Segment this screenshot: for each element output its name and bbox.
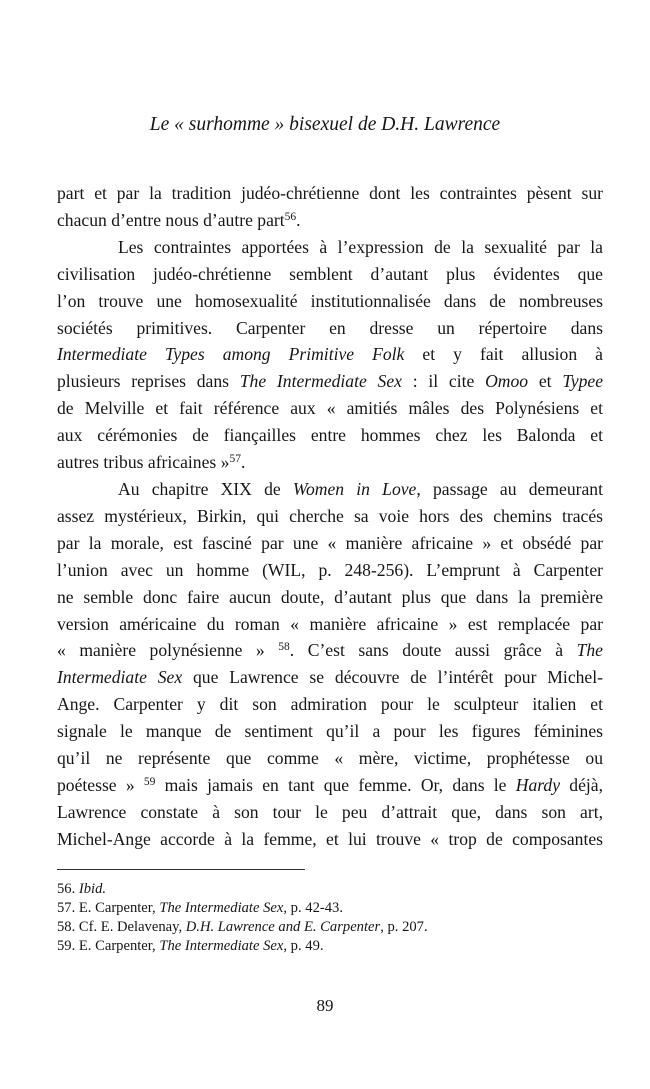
text-run: Ange. Carpenter y dit son admiration pour le sculpteur italien et <box>57 694 603 715</box>
text-run: part et par la tradition judéo-chrétienne dont les contraintes pèsent sur <box>57 183 603 203</box>
text-run: chacun d’entre nous d’autre part <box>57 209 285 230</box>
body-text <box>57 180 603 853</box>
text-run: , p. 49. <box>283 938 324 954</box>
text-line <box>57 476 603 503</box>
italic-text: The <box>576 640 603 661</box>
text-line <box>57 368 603 395</box>
footnotes <box>57 880 428 956</box>
text-line <box>57 745 603 772</box>
text-run: par la morale, est fasciné par une « manière africaine » et obsédé par <box>57 532 603 553</box>
text-run: , passage au demeurant <box>416 478 603 499</box>
footnote-reference: 57 <box>229 453 241 466</box>
text-run: Lawrence constate à son tour le peu d’attrait que, dans son art, <box>57 801 603 822</box>
text-run: ne semble donc faire aucun doute, d’autant plus que dans la première <box>57 586 603 607</box>
text-run: et <box>528 371 563 392</box>
text-line <box>57 261 603 288</box>
footnote-rule <box>57 869 305 870</box>
text-line <box>57 691 603 718</box>
italic-text: Intermediate Sex <box>57 667 183 688</box>
text-run: que Lawrence se découvre de l’intérêt pour Michel- <box>182 667 603 688</box>
text-line <box>57 422 603 449</box>
text-line <box>57 799 603 826</box>
text-run: civilisation judéo-chrétienne semblent d’autant plus évidentes que <box>57 263 603 284</box>
italic-text: The Intermediate Sex <box>159 938 284 954</box>
footnote <box>57 880 428 899</box>
text-run: sociétés primitives. Carpenter en dresse un répertoire dans <box>57 317 603 338</box>
text-line <box>57 637 603 664</box>
text-run: 59. E. Carpenter, <box>57 938 160 954</box>
text-run: signale le manque de sentiment qu’il a pour les figures féminines <box>57 721 603 742</box>
text-run: mais jamais en tant que femme. Or, dans le <box>155 774 516 795</box>
text-run: assez mystérieux, Birkin, qui cherche sa voie hors des chemins tracés <box>57 505 603 526</box>
footnote-reference: 59 <box>143 775 156 788</box>
text-run: qu’il ne représente que comme « mère, victime, prophétesse ou <box>57 748 603 769</box>
text-run: et y fait allusion à <box>404 344 603 365</box>
italic-text: Hardy <box>515 774 561 795</box>
text-line <box>57 530 603 557</box>
footnote-reference: 56 <box>284 210 297 223</box>
text-run: : il cite <box>401 371 486 392</box>
text-run: l’on trouve une homosexualité institutionnalisée dans de nombreuses <box>57 290 603 311</box>
text-line <box>57 503 603 530</box>
footnote <box>57 899 428 918</box>
text-run: , p. 42-43. <box>283 900 343 916</box>
text-line <box>57 664 603 691</box>
text-run: . C’est sans doute aussi grâce à <box>289 640 577 661</box>
page-number: 89 <box>316 996 334 1015</box>
italic-text: Typee <box>562 371 604 392</box>
text-line <box>57 557 603 584</box>
text-line <box>57 341 603 368</box>
text-run: poétesse » <box>57 774 144 795</box>
text-run: Les contraintes apportées à l’expression de la sexualité par la <box>118 236 603 257</box>
footnote-reference: 58 <box>278 641 290 654</box>
footnote <box>57 918 428 937</box>
text-run: Au chapitre XIX de <box>118 478 293 499</box>
text-run: . <box>240 452 246 473</box>
text-run: l’union avec un homme (WIL, p. 248-256). L’emprunt à Carpenter <box>57 559 603 580</box>
text-run: . <box>296 209 301 230</box>
text-run: 56. <box>57 881 79 897</box>
text-line <box>57 584 603 611</box>
text-line <box>57 718 603 745</box>
text-run: version américaine du roman « manière africaine » est remplacée par <box>57 613 603 634</box>
italic-text: Ibid. <box>78 881 107 897</box>
text-run: déjà, <box>560 774 603 795</box>
text-line <box>57 315 603 342</box>
italic-text: The Intermediate Sex <box>159 900 284 916</box>
text-line <box>57 449 603 476</box>
text-run: plusieurs reprises dans <box>57 371 240 392</box>
italic-text: The Intermediate Sex <box>239 371 402 392</box>
text-run: aux cérémonies de fiançailles entre hommes chez les Balonda et <box>57 425 603 446</box>
italic-text: Women in Love <box>292 478 417 499</box>
text-run: 58. Cf. E. Delavenay, <box>57 919 186 935</box>
italic-text: D.H. Lawrence and E. Carpenter <box>185 919 381 935</box>
text-line <box>57 207 603 234</box>
text-line <box>57 826 603 853</box>
text-line <box>57 288 603 315</box>
text-line <box>57 611 603 638</box>
italic-text: Omoo <box>485 371 529 392</box>
text-run: autres tribus africaines » <box>57 452 230 473</box>
text-run: , p. 207. <box>380 919 428 935</box>
text-line <box>57 772 603 799</box>
text-line <box>57 395 603 422</box>
text-run: Michel-Ange accorde à la femme, et lui trouve « trop de composantes <box>57 828 603 849</box>
running-head: Le « surhomme » bisexuel de D.H. Lawrence <box>149 114 501 135</box>
text-run: 57. E. Carpenter, <box>57 900 160 916</box>
text-run: « manière polynésienne » <box>57 640 279 661</box>
text-run: de Melville et fait référence aux « amitiés mâles des Polynésiens et <box>57 398 603 419</box>
text-line <box>57 234 603 261</box>
text-line <box>57 180 603 207</box>
italic-text: Intermediate Types among Primitive Folk <box>57 344 405 365</box>
footnote <box>57 937 428 956</box>
